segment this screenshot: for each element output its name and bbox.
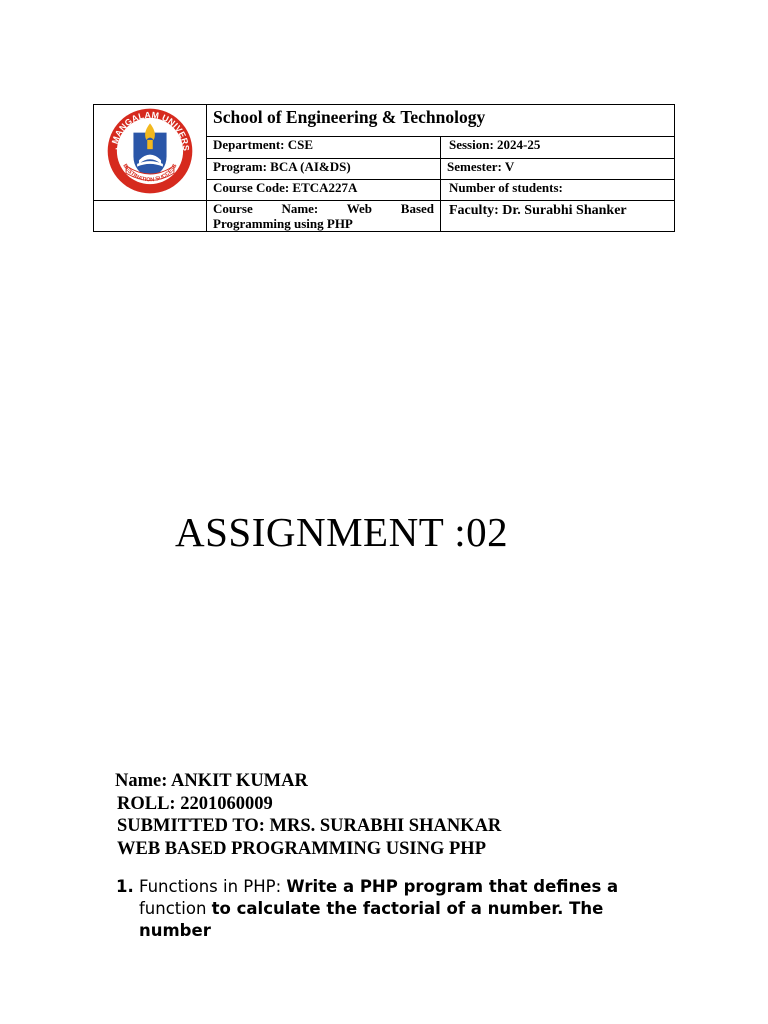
question-number: 1. xyxy=(116,877,134,896)
university-logo-cell xyxy=(94,105,207,201)
student-name: Name: ANKIT KUMAR xyxy=(115,771,308,791)
school-title: School of Engineering & Technology xyxy=(207,105,675,137)
number-of-students: Number of students: xyxy=(441,179,675,200)
faculty: Faculty: Dr. Surabhi Shanker xyxy=(441,201,675,232)
question-text xyxy=(139,876,676,942)
submitted-to: SUBMITTED TO: MRS. SURABHI SHANKAR xyxy=(117,816,502,836)
university-logo xyxy=(104,105,196,197)
question-text-bold-1: Write a PHP program that defines a xyxy=(286,877,619,896)
course-title: WEB BASED PROGRAMMING USING PHP xyxy=(117,838,486,859)
semester: Semester: V xyxy=(441,158,675,179)
question-text-bold-2: to calculate the factorial of a number. The number xyxy=(139,899,604,940)
student-info xyxy=(115,770,501,860)
department: Department: CSE xyxy=(207,136,441,158)
course-code: Course Code: ETCA227A xyxy=(207,179,441,200)
question-1 xyxy=(116,876,676,942)
session: Session: 2024-25 xyxy=(441,136,675,158)
question-text-normal-2: function xyxy=(139,899,212,918)
logo-ring-text-bottom: DESTINATION SUCCESS xyxy=(121,163,179,184)
student-roll: ROLL: 2201060009 xyxy=(117,793,273,814)
assignment-title: ASSIGNMENT :02 xyxy=(175,509,509,555)
logo-ring-text-top: . MANGALAM UNIVERS xyxy=(108,109,192,152)
question-text-normal-1: Functions in PHP: xyxy=(139,877,287,896)
header-table xyxy=(93,104,675,232)
program: Program: BCA (AI&DS) xyxy=(207,158,441,179)
course-name-line-2: Programming using PHP xyxy=(213,216,353,231)
logo-spacer xyxy=(94,201,207,232)
course-name xyxy=(207,201,441,232)
course-name-line-1: Course Name: Web Based xyxy=(213,201,434,216)
